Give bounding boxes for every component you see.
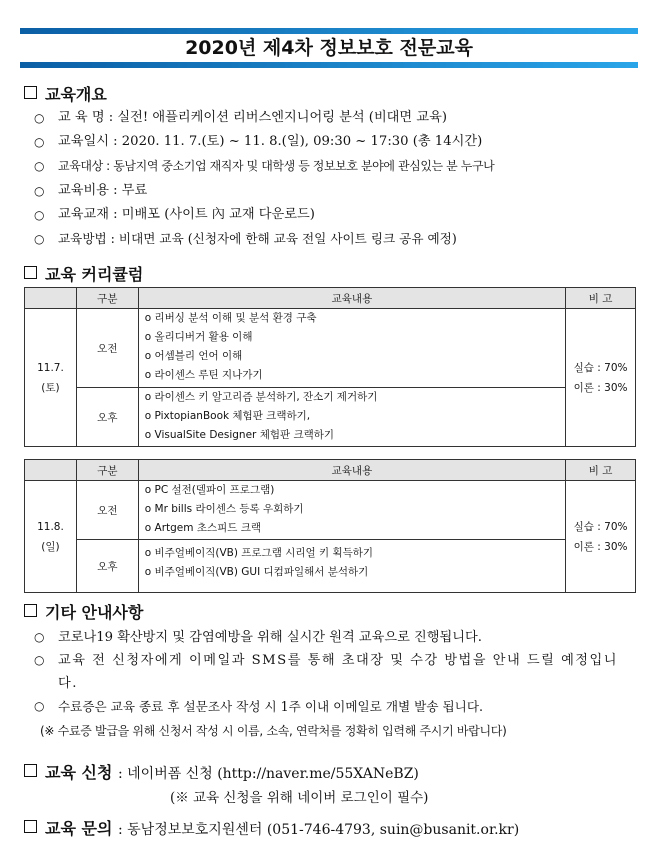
overview-item-text: 교육비용 : 무료 xyxy=(58,183,148,198)
checkbox-square-icon xyxy=(24,604,37,617)
list-item: o 올리디버거 활용 이해 xyxy=(144,331,253,343)
date-label: 11.7. xyxy=(37,361,64,374)
section-curriculum-title: 교육 커리큘럼 xyxy=(45,265,144,284)
list-item: o PC 설전(델파이 프로그램) xyxy=(144,484,275,496)
etc-item xyxy=(34,695,624,719)
overview-item-text: 교육방법 : 비대면 교육 (신청자에 한해 교육 전일 사이트 링크 공유 예정) xyxy=(58,231,457,246)
table-row xyxy=(25,309,636,388)
circle-bullet-icon: ○ xyxy=(34,208,45,222)
etc-item-text: 교육 전 신청자에게 이메일과 SMS를 통해 초대장 및 수강 방법을 안내 드릴 예정입니다. xyxy=(58,653,619,691)
overview-item xyxy=(34,203,634,227)
content-morning xyxy=(138,481,565,540)
page-title: 2020년 제4차 정보보호 전문교육 xyxy=(185,37,473,59)
list-item: o 비주얼베이직(VB) GUI 디컴파일해서 분석하기 xyxy=(144,566,369,578)
list-item: o Mr bills 라이센스 등록 우회하기 xyxy=(144,503,304,515)
overview-list xyxy=(34,106,634,252)
period-morning: 오전 xyxy=(76,309,138,388)
section-contact-title: 교육 문의 xyxy=(45,819,113,838)
table-header-row xyxy=(25,288,636,309)
curriculum-table-day1 xyxy=(24,287,636,447)
list-item: o 라이센스 키 알고리즘 분석하기, 잔소기 제거하기 xyxy=(144,391,378,403)
overview-item xyxy=(34,106,634,130)
section-overview-title: 교육개요 xyxy=(45,85,107,104)
circle-bullet-icon: ○ xyxy=(34,699,45,713)
list-item: o 어셈블리 언어 이해 xyxy=(144,350,243,362)
etc-note: (※ 수료증 발급을 위해 신청서 작성 시 이름, 소속, 연락처를 정확히 입력해 주시기 바랍니다) xyxy=(40,724,507,738)
circle-bullet-icon: ○ xyxy=(34,159,45,173)
overview-item xyxy=(34,154,634,179)
section-etc-heading xyxy=(24,600,143,623)
list-item: o PixtopianBook 체험판 크랙하기, xyxy=(144,410,311,422)
checkbox-square-icon xyxy=(24,86,37,99)
remark-practice: 실습 : 70% xyxy=(573,520,628,533)
title-banner xyxy=(20,28,638,68)
date-label: 11.8. xyxy=(37,520,64,533)
date-cell xyxy=(25,481,77,593)
table-row xyxy=(25,388,636,447)
header-remark: 비 고 xyxy=(566,288,636,309)
overview-item xyxy=(34,179,634,203)
header-content: 교육내용 xyxy=(138,288,565,309)
period-afternoon: 오후 xyxy=(76,540,138,593)
content-afternoon xyxy=(138,388,565,447)
header-blank xyxy=(25,288,77,309)
overview-item-text: 교육일시 : 2020. 11. 7.(토) ~ 11. 8.(일), 09:30 ~ 17:30 (총 14시간) xyxy=(58,134,483,149)
weekday-label: (토) xyxy=(41,381,60,394)
weekday-label: (일) xyxy=(41,540,60,553)
circle-bullet-icon: ○ xyxy=(34,653,46,667)
header-content: 교육내용 xyxy=(138,460,565,481)
apply-note: (※ 교육 신청을 위해 네이버 로그인이 필수) xyxy=(170,790,429,806)
list-item: o 비주얼베이직(VB) 프로그램 시리얼 키 획득하기 xyxy=(144,547,374,559)
etc-item-text: 수료증은 교육 종료 후 설문조사 작성 시 1주 이내 이메일로 개별 발송 됩니다. xyxy=(58,699,484,714)
circle-bullet-icon: ○ xyxy=(34,135,45,149)
etc-item xyxy=(34,649,624,695)
circle-bullet-icon: ○ xyxy=(34,232,45,246)
circle-bullet-icon: ○ xyxy=(34,184,45,198)
list-item: o 리버싱 분석 이해 및 분석 환경 구축 xyxy=(144,312,317,324)
overview-item-text: 교 육 명 : 실전! 애플리케이션 리버스엔지니어링 분석 (비대면 교육) xyxy=(58,110,447,125)
content-morning xyxy=(138,309,565,388)
circle-bullet-icon: ○ xyxy=(34,111,45,125)
section-apply xyxy=(24,760,419,783)
header-blank xyxy=(25,460,77,481)
overview-item-text: 교육대상 : 동남지역 중소기업 재직자 및 대학생 등 정보보호 분야에 관심있는 분 누구나 xyxy=(58,159,495,173)
date-cell xyxy=(25,309,77,447)
overview-item-text: 교육교재 : 미배포 (사이트 內 교재 다운로드) xyxy=(58,207,315,222)
section-etc-title: 기타 안내사항 xyxy=(45,603,144,622)
section-overview-heading xyxy=(24,82,107,105)
table-header-row xyxy=(25,460,636,481)
checkbox-square-icon xyxy=(24,266,37,279)
checkbox-square-icon xyxy=(24,764,37,777)
remark-cell xyxy=(566,309,636,447)
circle-bullet-icon: ○ xyxy=(34,630,45,644)
header-remark: 비 고 xyxy=(566,460,636,481)
remark-cell xyxy=(566,481,636,593)
table-row xyxy=(25,540,636,593)
remark-theory: 이론 : 30% xyxy=(573,381,628,394)
title-bottom-stripe xyxy=(20,62,638,68)
apply-link-text[interactable]: : 네이버폼 신청 (http://naver.me/55XANeBZ) xyxy=(117,766,419,782)
section-contact xyxy=(24,816,519,839)
content-afternoon xyxy=(138,540,565,593)
header-type: 구분 xyxy=(76,460,138,481)
section-curriculum-heading xyxy=(24,262,143,285)
etc-item xyxy=(34,626,624,649)
checkbox-square-icon xyxy=(24,820,37,833)
period-morning: 오전 xyxy=(76,481,138,540)
table-row xyxy=(25,481,636,540)
list-item: o 라이센스 루틴 지나가기 xyxy=(144,369,263,381)
curriculum-table-day2 xyxy=(24,459,636,593)
remark-theory: 이론 : 30% xyxy=(573,540,628,553)
section-apply-title: 교육 신청 xyxy=(45,763,113,782)
overview-item xyxy=(34,130,634,154)
etc-item-text: 코로나19 확산방지 및 감염예방을 위해 실시간 원격 교육으로 진행됩니다. xyxy=(58,630,482,645)
contact-info-text: : 동남정보보호지원센터 (051-746-4793, suin@busanit.or.kr) xyxy=(117,822,520,838)
header-type: 구분 xyxy=(76,288,138,309)
overview-item xyxy=(34,227,634,252)
list-item: o VisualSite Designer 체험판 크랙하기 xyxy=(144,429,335,441)
list-item: o Artgem 초스피드 크랙 xyxy=(144,522,262,534)
period-afternoon: 오후 xyxy=(76,388,138,447)
remark-practice: 실습 : 70% xyxy=(573,361,628,374)
etc-list xyxy=(34,626,624,719)
